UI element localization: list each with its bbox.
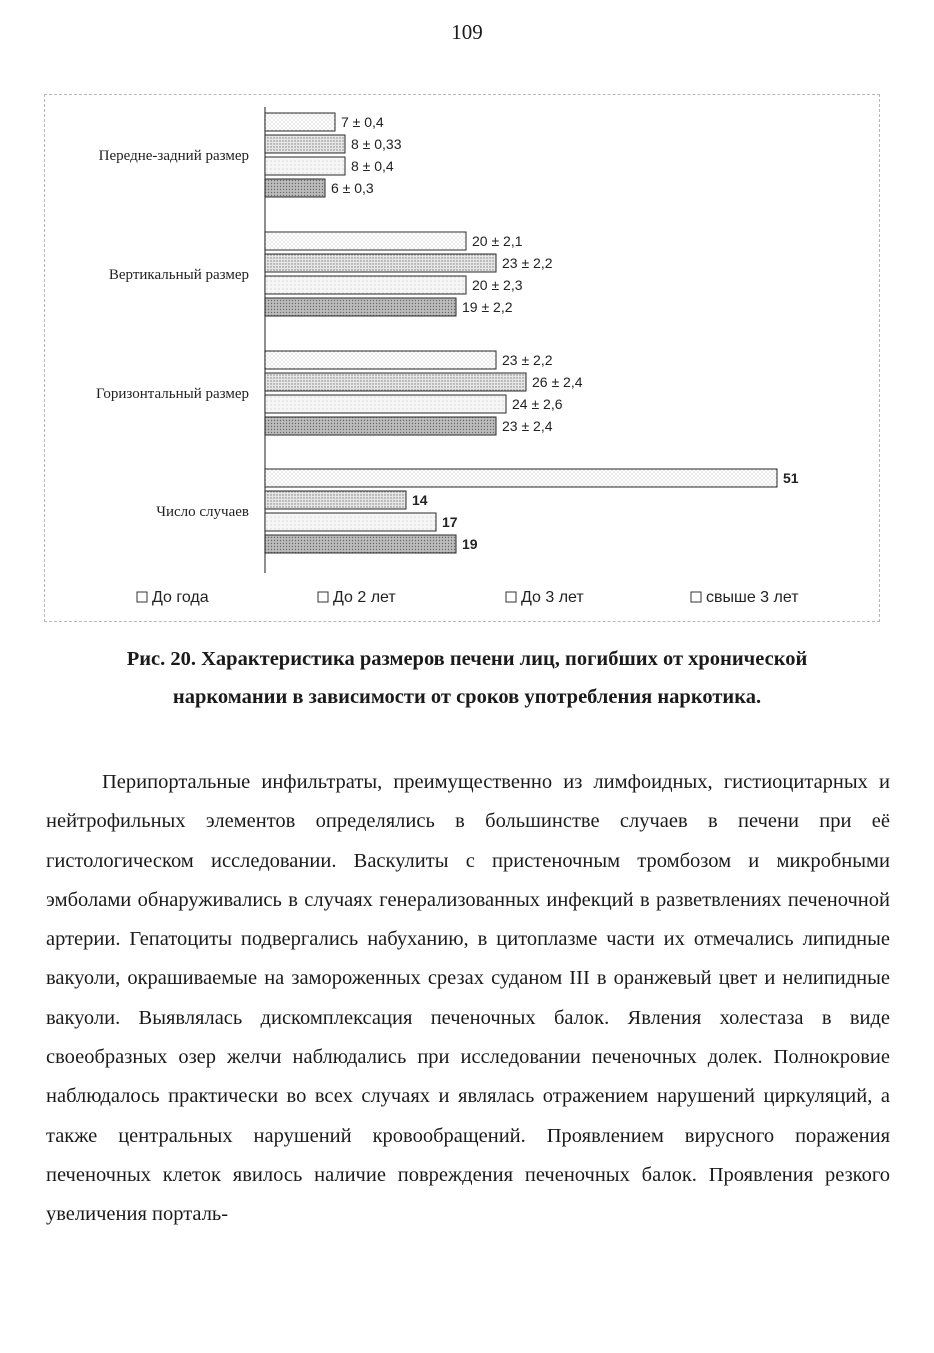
bar-value-label: 20 ± 2,3: [472, 277, 523, 293]
bar-value-label: 6 ± 0,3: [331, 180, 374, 196]
bar-value-label: 7 ± 0,4: [341, 114, 384, 130]
bar-число-случаев-series-4: [265, 535, 456, 553]
bar-value-label: 19 ± 2,2: [462, 299, 513, 315]
bar-value-label: 51: [783, 470, 799, 486]
bar-value-label: 8 ± 0,33: [351, 136, 402, 152]
page-number: 109: [451, 20, 483, 44]
bar-число-случаев-series-3: [265, 513, 436, 531]
bar-передне-задний-размер-series-3: [265, 157, 345, 175]
bar-вертикальный-размер-series-1: [265, 232, 466, 250]
bar-передне-задний-размер-series-2: [265, 135, 345, 153]
bar-value-label: 26 ± 2,4: [532, 374, 583, 390]
bar-value-label: 20 ± 2,1: [472, 233, 523, 249]
bar-число-случаев-series-1: [265, 469, 777, 487]
legend-swatch-1: [137, 592, 147, 602]
bar-вертикальный-размер-series-2: [265, 254, 496, 272]
bar-горизонтальный-размер-series-2: [265, 373, 526, 391]
figure-caption: [30, 640, 904, 716]
body-paragraph: Перипортальные инфильтраты, преимущественно из лимфоидных, гистиоцитарных и нейтрофильных элементов определялись в большинстве случаев в печени при её гистологическом исследовании. Васкулиты с пристеночным тромбозом и микробными эмболами обнаруживались в случаях генерализованных инфекций в разветвлениях печеночной артерии. Гепатоциты подвергались набуханию, в цитоплазме части их отмечались липидные вакуоли, окрашиваемые на замороженных срезах суданом III в оранжевый цвет и нелипидные вакуоли. Выявлялась дискомплексация печеночных балок. Явления холестаза в виде своеобразных озер желчи наблюдались при исследовании печеночных долек. Полнокровие наблюдалось практически во всех случаях и являлась отражением нарушений циркуляций, а также центральных нарушений кровообращений. Проявлением вирусного поражения печеночных клеток явилось наличие повреждения печеночных балок. Проявления резкого увеличения порталь-: [46, 771, 890, 1226]
bar-передне-задний-размер-series-1: [265, 113, 335, 131]
bar-value-label: 23 ± 2,2: [502, 352, 553, 368]
category-label-2: Вертикальный размер: [108, 267, 249, 283]
legend-label-4: свыше 3 лет: [706, 589, 799, 606]
bar-value-label: 24 ± 2,6: [512, 396, 563, 412]
bar-вертикальный-размер-series-4: [265, 298, 456, 316]
bar-горизонтальный-размер-series-1: [265, 351, 496, 369]
bar-горизонтальный-размер-series-4: [265, 417, 496, 435]
legend-swatch-2: [318, 592, 328, 602]
category-label-3: Горизонтальный размер: [95, 386, 249, 402]
category-label-1: Передне-задний размер: [98, 148, 249, 164]
bar-value-label: 23 ± 2,2: [502, 255, 553, 271]
category-label-4: Число случаев: [156, 504, 249, 520]
legend-label-1: До года: [152, 589, 209, 606]
caption-line-1: Рис. 20. Характеристика размеров печени лиц, погибших от хронической: [126, 648, 808, 670]
bar-вертикальный-размер-series-3: [265, 276, 466, 294]
liver-size-bar-chart: [45, 95, 879, 621]
legend-swatch-3: [506, 592, 516, 602]
bar-число-случаев-series-2: [265, 491, 406, 509]
legend-swatch-4: [691, 592, 701, 602]
bar-value-label: 14: [412, 492, 428, 508]
bar-горизонтальный-размер-series-3: [265, 395, 506, 413]
bar-передне-задний-размер-series-4: [265, 179, 325, 197]
caption-line-2: наркомании в зависимости от сроков употребления наркотика.: [172, 686, 762, 708]
chart-frame: [44, 94, 880, 622]
bar-value-label: 19: [462, 536, 478, 552]
bar-value-label: 23 ± 2,4: [502, 418, 553, 434]
bar-value-label: 17: [442, 514, 458, 530]
legend-label-3: До 3 лет: [521, 589, 584, 606]
legend-label-2: До 2 лет: [333, 589, 396, 606]
bar-value-label: 8 ± 0,4: [351, 158, 394, 174]
